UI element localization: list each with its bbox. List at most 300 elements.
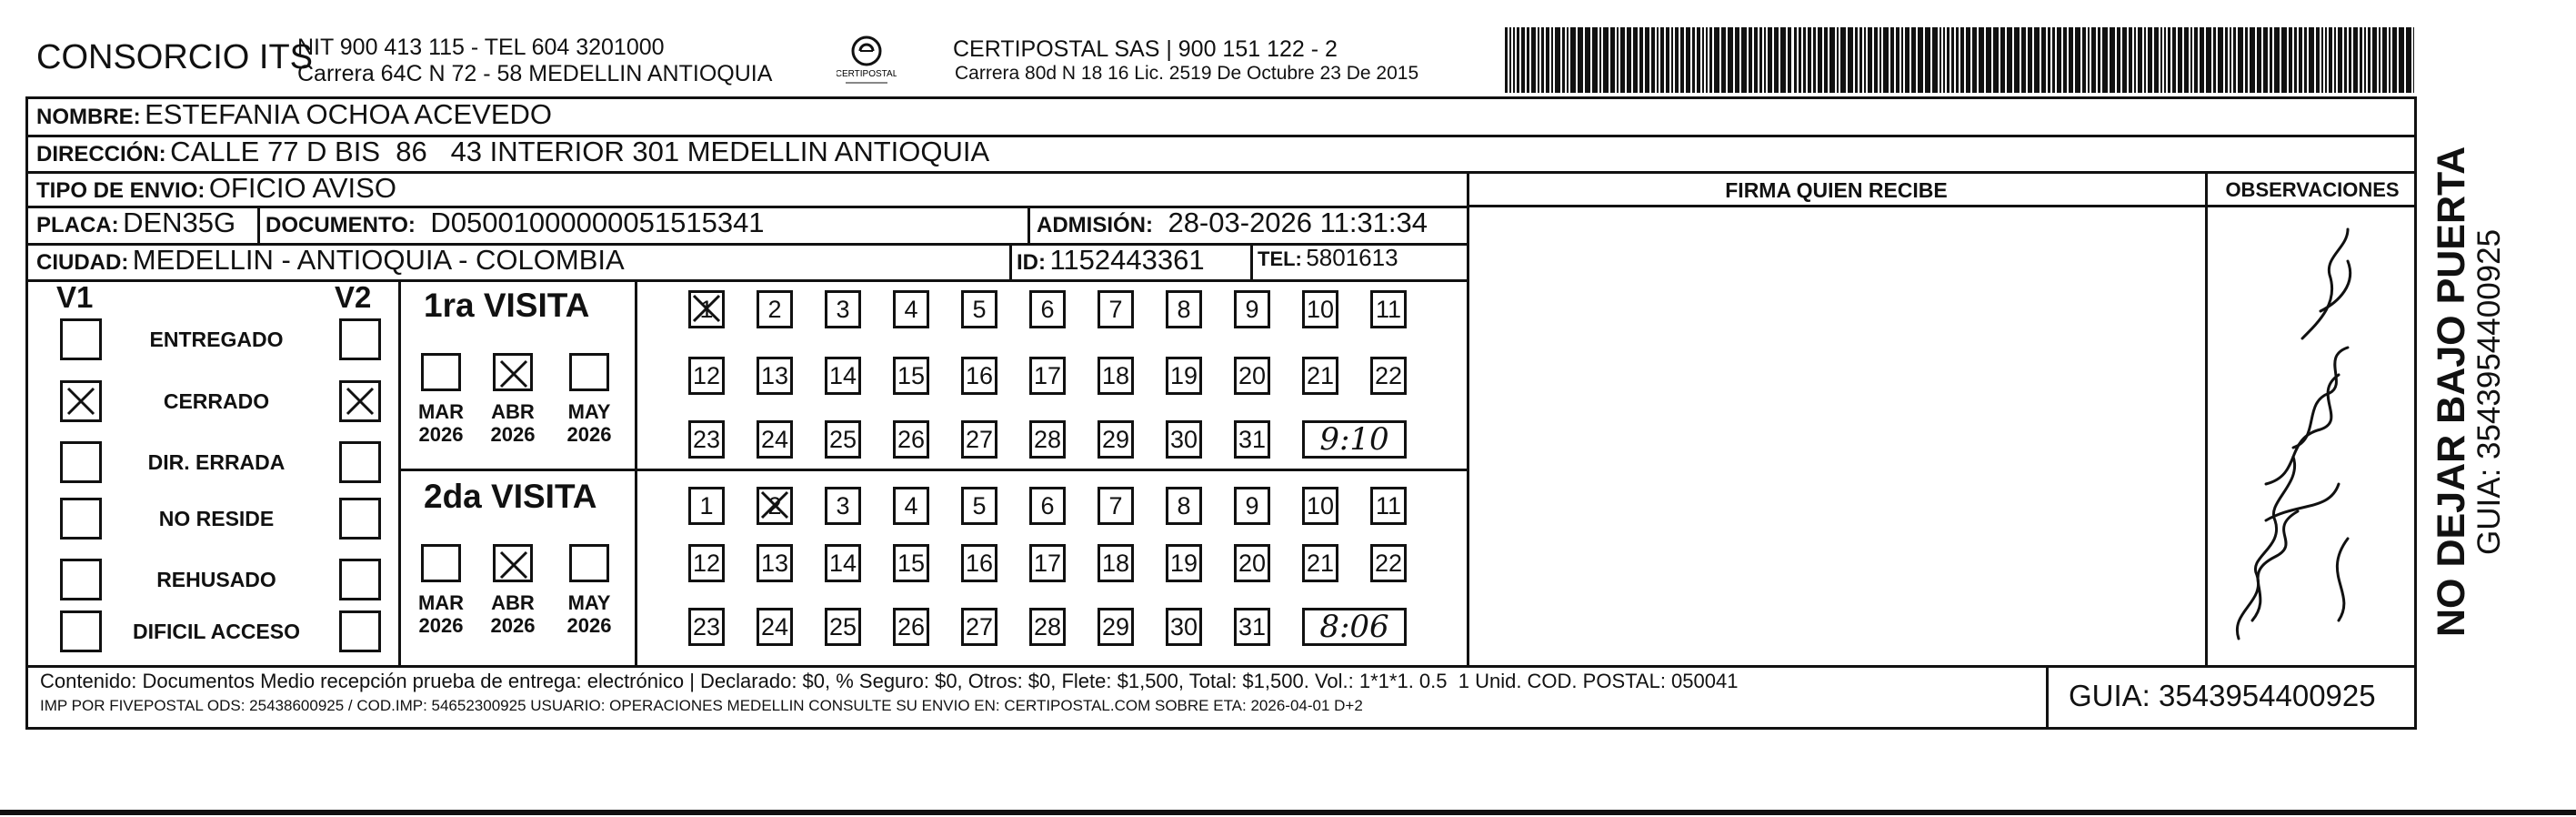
id-label: ID: [1017, 250, 1046, 275]
barcode-bar [2382, 27, 2387, 93]
day-box[interactable] [1029, 290, 1066, 328]
tel-label: TEL: [1258, 247, 1302, 270]
barcode-bar [1993, 27, 1999, 93]
day-number: 8 [1177, 491, 1191, 519]
day-box[interactable] [688, 420, 725, 459]
barcode-bar [1768, 27, 1772, 93]
day-box[interactable] [1234, 487, 1270, 525]
v2-checkbox[interactable] [339, 318, 381, 360]
barcode-bar [2329, 27, 2332, 93]
day-box[interactable] [1302, 487, 1338, 525]
day-number: 10 [1306, 295, 1335, 323]
barcode-bar [2245, 27, 2248, 93]
handwritten-time: 8:06 [1319, 609, 1389, 645]
barcode-bar [2257, 27, 2261, 93]
day-number: 23 [692, 612, 721, 640]
day-box[interactable] [757, 357, 793, 395]
barcode-bar [1911, 27, 1916, 93]
month-label [558, 591, 620, 637]
barcode-bar [1896, 27, 1899, 93]
barcode-bar [2028, 27, 2032, 93]
barcode-bar [2368, 27, 2371, 93]
barcode-bar [1788, 27, 1791, 93]
barcode-bar [1986, 27, 1991, 93]
day-box[interactable] [825, 544, 861, 582]
day-number: 18 [1101, 549, 1130, 577]
barcode-bar [1868, 27, 1872, 93]
day-box[interactable] [1234, 608, 1270, 646]
placa-label: PLACA: [36, 213, 119, 237]
barcode [1505, 27, 2414, 93]
courier-name: CERTIPOSTAL SAS | 900 151 122 - 2 [953, 36, 1338, 62]
barcode-bar [2230, 27, 2231, 93]
day-box[interactable] [1370, 357, 1407, 395]
day-number: 9 [1245, 491, 1259, 519]
barcode-bar [1818, 27, 1822, 93]
day-number: 28 [1033, 425, 1062, 453]
barcode-bar [2321, 27, 2323, 93]
barcode-bar [1570, 27, 1576, 93]
barcode-bar [1599, 27, 1601, 93]
v1-header: V1 [56, 280, 94, 314]
barcode-bar [2088, 27, 2090, 93]
first-visit-title: 1ra VISITA [424, 287, 590, 324]
barcode-bar [2000, 27, 2005, 93]
day-box[interactable] [1370, 290, 1407, 328]
barcode-bar [2364, 27, 2366, 93]
day-box[interactable] [961, 608, 997, 646]
barcode-bar [2349, 27, 2351, 93]
v1-checkbox[interactable] [60, 610, 102, 652]
barcode-bar [1956, 27, 1959, 93]
day-number: 1 [699, 491, 714, 519]
day-box[interactable] [1098, 420, 1134, 459]
barcode-bar [1639, 27, 1643, 93]
barcode-bar [1813, 27, 1816, 93]
barcode-bar [2304, 27, 2307, 93]
day-number: 24 [760, 612, 789, 640]
firma-area [1469, 207, 2204, 664]
barcode-bar [2213, 27, 2216, 93]
company-address: Carrera 64C N 72 - 58 MEDELLIN ANTIOQUIA [297, 61, 773, 86]
barcode-bar [2164, 27, 2166, 93]
day-number: 14 [828, 361, 857, 389]
barcode-bar [1651, 27, 1655, 93]
day-number: 21 [1306, 361, 1335, 389]
side-warning: NO DEJAR BAJO PUERTA [2430, 146, 2473, 637]
day-number: 29 [1101, 425, 1130, 453]
barcode-bar [1721, 27, 1726, 93]
day-number: 5 [972, 295, 987, 323]
v2-header: V2 [335, 280, 372, 314]
documento-field [266, 207, 765, 239]
day-box[interactable] [825, 608, 861, 646]
placa-field [36, 207, 236, 239]
day-box[interactable] [1098, 487, 1134, 525]
barcode-bar [2194, 27, 2198, 93]
day-number: 8 [1177, 295, 1191, 323]
day-box[interactable] [688, 544, 725, 582]
day-box[interactable] [825, 487, 861, 525]
day-box[interactable] [757, 608, 793, 646]
v1-checkbox[interactable] [60, 380, 102, 422]
day-box[interactable] [757, 290, 793, 328]
v1-checkbox[interactable] [60, 441, 102, 483]
month-checkbox[interactable] [569, 353, 609, 391]
day-number: 26 [897, 612, 926, 640]
barcode-bar [1749, 27, 1752, 93]
barcode-bar [1538, 27, 1539, 93]
barcode-bar [1735, 27, 1739, 93]
day-number: 7 [1108, 295, 1123, 323]
barcode-bar [1666, 27, 1669, 93]
day-box[interactable] [1029, 357, 1066, 395]
barcode-bar [2075, 27, 2080, 93]
day-box[interactable] [961, 544, 997, 582]
day-box[interactable] [1166, 487, 1202, 525]
barcode-bar [1972, 27, 1977, 93]
day-number: 25 [828, 612, 857, 640]
month-checkbox[interactable] [421, 353, 461, 391]
v1-checkbox[interactable] [60, 498, 102, 540]
barcode-bar [1901, 27, 1903, 93]
month-year: 2026 [566, 423, 612, 446]
barcode-bar [1709, 27, 1712, 93]
barcode-bar [1837, 27, 1839, 93]
barcode-bar [1741, 27, 1747, 93]
barcode-bar [2148, 27, 2152, 93]
barcode-bar [2014, 27, 2020, 93]
barcode-bar [1803, 27, 1806, 93]
day-number: 30 [1169, 425, 1198, 453]
day-box[interactable] [688, 357, 725, 395]
v2-checkbox[interactable] [339, 441, 381, 483]
admision-value: 28-03-2026 11:31:34 [1168, 207, 1428, 238]
nombre-label: NOMBRE: [36, 105, 141, 129]
barcode-bar [1943, 27, 1945, 93]
day-box[interactable] [893, 544, 929, 582]
barcode-bar [1692, 27, 1695, 93]
month-label [482, 400, 544, 446]
day-box[interactable] [1098, 290, 1134, 328]
barcode-bar [2021, 27, 2026, 93]
day-box[interactable] [1029, 608, 1066, 646]
barcode-bar [1925, 27, 1930, 93]
day-box[interactable] [1029, 544, 1066, 582]
barcode-bar [1675, 27, 1679, 93]
barcode-bar [2200, 27, 2204, 93]
day-box[interactable] [1166, 357, 1202, 395]
day-number: 31 [1238, 612, 1267, 640]
observaciones-label: OBSERVACIONES [2225, 178, 2400, 201]
barcode-bar [1657, 27, 1659, 93]
barcode-bar [1759, 27, 1762, 93]
day-box[interactable] [1302, 290, 1338, 328]
barcode-bar [1620, 27, 1625, 93]
day-box[interactable] [961, 487, 997, 525]
day-number: 27 [965, 612, 994, 640]
month-year: 2026 [490, 423, 536, 446]
barcode-bar [1951, 27, 1954, 93]
status-label: DIR. ERRADA [147, 450, 286, 474]
month-checkbox[interactable] [493, 353, 533, 391]
barcode-bar [2098, 27, 2100, 93]
barcode-bar [2270, 27, 2272, 93]
day-box[interactable] [893, 487, 929, 525]
day-box[interactable] [1302, 357, 1338, 395]
ciudad-field [36, 244, 625, 277]
status-label: ENTREGADO [149, 328, 284, 351]
day-box[interactable] [1098, 608, 1134, 646]
month-label [410, 400, 472, 446]
barcode-bar [1505, 27, 1508, 93]
barcode-bar [2082, 27, 2086, 93]
barcode-bar [1874, 27, 1878, 93]
day-box[interactable] [1098, 544, 1134, 582]
logo-text: CERTIPOSTAL [837, 69, 897, 79]
day-number: 14 [828, 549, 857, 577]
day-box[interactable] [825, 420, 861, 459]
barcode-bar [2389, 27, 2391, 93]
day-number: 19 [1169, 549, 1198, 577]
day-box[interactable] [1098, 357, 1134, 395]
barcode-bar [1592, 27, 1598, 93]
day-box[interactable] [1029, 487, 1066, 525]
barcode-bar [2263, 27, 2268, 93]
barcode-bar [2274, 27, 2280, 93]
ciudad-label: CIUDAD: [36, 250, 129, 275]
day-box[interactable] [893, 608, 929, 646]
barcode-bar [2316, 27, 2320, 93]
day-number: 12 [692, 549, 721, 577]
barcode-bar [1521, 27, 1525, 93]
barcode-bar [2406, 27, 2411, 93]
barcode-bar [1774, 27, 1779, 93]
barcode-bar [2360, 27, 2362, 93]
courier-address: Carrera 80d N 18 16 Lic. 2519 De Octubre 23 De 2015 [955, 63, 1419, 84]
barcode-bar [2122, 27, 2127, 93]
month-year: 2026 [418, 614, 464, 637]
day-number: 22 [1374, 549, 1403, 577]
barcode-bar [1509, 27, 1511, 93]
day-box[interactable] [1166, 608, 1202, 646]
barcode-bar [1714, 27, 1719, 93]
day-box[interactable] [757, 420, 793, 459]
barcode-bar [1918, 27, 1923, 93]
day-box[interactable] [1234, 420, 1270, 459]
day-number: 31 [1238, 425, 1267, 453]
v2-checkbox[interactable] [339, 498, 381, 540]
barcode-bar [1697, 27, 1700, 93]
time-box[interactable] [1302, 420, 1407, 459]
tipo-row [36, 172, 396, 205]
second-visit-title: 2da VISITA [424, 478, 597, 515]
v1-checkbox[interactable] [60, 318, 102, 360]
barcode-bar [1960, 27, 1964, 93]
day-box[interactable] [893, 420, 929, 459]
day-number: 5 [972, 491, 987, 519]
v1-checkbox[interactable] [60, 559, 102, 600]
day-box[interactable] [961, 290, 997, 328]
month-label [558, 400, 620, 446]
barcode-bar [1555, 27, 1560, 93]
barcode-bar [1513, 27, 1515, 93]
day-box[interactable] [757, 544, 793, 582]
day-number: 9 [1245, 295, 1259, 323]
barcode-bar [1610, 27, 1615, 93]
footer-guia-value: 3543954400925 [2159, 679, 2376, 712]
barcode-bar [2091, 27, 2096, 93]
barcode-bar [1541, 27, 1544, 93]
day-box[interactable] [688, 608, 725, 646]
day-box[interactable] [1370, 487, 1407, 525]
tipo-value: OFICIO AVISO [208, 172, 396, 204]
day-number: 2 [767, 295, 782, 323]
imp-line: IMP POR FIVEPOSTAL ODS: 25438600925 / COD.IMP: 54652300925 USUARIO: OPERACIONES MEDELLIN CONSULTE SU ENVIO EN: CERTIPOSTAL.COM SOBRE ETA: 2026-04-01 D+2 [40, 697, 1363, 714]
barcode-bar [1527, 27, 1529, 93]
barcode-bar [1905, 27, 1909, 93]
day-box[interactable] [893, 357, 929, 395]
day-number: 23 [692, 425, 721, 453]
barcode-bar [1754, 27, 1758, 93]
day-box[interactable] [1166, 420, 1202, 459]
barcode-bar [1780, 27, 1786, 93]
documento-value: D05001000000051515341 [430, 207, 765, 238]
day-box[interactable] [1166, 544, 1202, 582]
barcode-bar [2102, 27, 2108, 93]
barcode-bar [2206, 27, 2211, 93]
barcode-bar [2168, 27, 2170, 93]
contenido-line: Contenido: Documentos Medio recepción prueba de entrega: electrónico | Declarado: $0, % Seguro: $0, Otros: $0, Flete: $1,500, Total: $1,500. Vol.: 1*1*1. 0.5 1 Unid. COD. POSTAL: 050041 [40, 670, 1739, 692]
month-checkbox[interactable] [421, 544, 461, 582]
month-name: ABR [491, 591, 535, 614]
day-box[interactable] [825, 357, 861, 395]
barcode-bar [1794, 27, 1797, 93]
day-number: 11 [1375, 295, 1402, 323]
barcode-bar [2344, 27, 2347, 93]
barcode-bar [2154, 27, 2159, 93]
barcode-bar [2238, 27, 2243, 93]
month-label [410, 591, 472, 637]
nombre-row [36, 98, 552, 131]
barcode-bar [1947, 27, 1950, 93]
barcode-bar [2309, 27, 2314, 93]
v2-checkbox[interactable] [339, 380, 381, 422]
barcode-bar [2225, 27, 2228, 93]
placa-value: DEN35G [123, 207, 236, 238]
day-box[interactable] [1370, 544, 1407, 582]
day-box[interactable] [1234, 290, 1270, 328]
barcode-bar [2110, 27, 2115, 93]
footer-guia [2069, 679, 2376, 713]
documento-label: DOCUMENTO: [266, 213, 416, 237]
day-number: 6 [1040, 295, 1055, 323]
barcode-bar [2160, 27, 2162, 93]
handwritten-signature [2211, 211, 2411, 662]
barcode-bar [2413, 27, 2414, 93]
month-name: MAR [417, 591, 465, 614]
day-number: 25 [828, 425, 857, 453]
day-number: 20 [1238, 361, 1267, 389]
status-label: CERRADO [163, 389, 270, 413]
day-box[interactable] [1029, 420, 1066, 459]
day-box[interactable] [688, 487, 725, 525]
barcode-bar [2325, 27, 2327, 93]
day-number: 22 [1374, 361, 1403, 389]
day-box[interactable] [757, 487, 793, 525]
time-box[interactable] [1302, 608, 1407, 646]
barcode-bar [2233, 27, 2236, 93]
day-box[interactable] [688, 290, 725, 328]
barcode-bar [1671, 27, 1673, 93]
day-number: 12 [692, 361, 721, 389]
direccion-label: DIRECCIÓN: [36, 142, 166, 166]
status-label: NO RESIDE [158, 507, 275, 530]
day-box[interactable] [1166, 290, 1202, 328]
barcode-bar [1932, 27, 1938, 93]
day-box[interactable] [1234, 357, 1270, 395]
day-box[interactable] [1302, 544, 1338, 582]
direccion-row [36, 136, 989, 168]
barcode-bar [1680, 27, 1684, 93]
day-box[interactable] [1234, 544, 1270, 582]
barcode-bar [1879, 27, 1881, 93]
barcode-bar [2057, 27, 2061, 93]
barcode-bar [2129, 27, 2132, 93]
barcode-bar [2294, 27, 2297, 93]
day-box[interactable] [893, 290, 929, 328]
barcode-bar [2353, 27, 2358, 93]
barcode-bar [1890, 27, 1894, 93]
day-number: 2 [767, 491, 782, 519]
admision-field [1037, 207, 1428, 239]
month-name: MAY [567, 591, 611, 614]
barcode-bar [1864, 27, 1866, 93]
nit-line: NIT 900 413 115 - TEL 604 3201000 [297, 35, 665, 60]
barcode-bar [2007, 27, 2012, 93]
month-checkbox[interactable] [569, 544, 609, 582]
day-number: 27 [965, 425, 994, 453]
month-name: MAR [417, 400, 465, 423]
barcode-bar [1855, 27, 1858, 93]
barcode-bar [2184, 27, 2189, 93]
barcode-bar [1617, 27, 1619, 93]
month-checkbox[interactable] [493, 544, 533, 582]
day-number: 11 [1375, 491, 1402, 519]
barcode-bar [1603, 27, 1609, 93]
day-number: 7 [1108, 491, 1123, 519]
barcode-bar [1517, 27, 1519, 93]
footer-guia-label: GUIA: [2069, 679, 2150, 712]
day-number: 16 [965, 361, 994, 389]
v2-checkbox[interactable] [339, 610, 381, 652]
day-number: 16 [965, 549, 994, 577]
barcode-bar [1728, 27, 1733, 93]
tel-field [1258, 244, 1398, 272]
v2-checkbox[interactable] [339, 559, 381, 600]
barcode-bar [2338, 27, 2342, 93]
barcode-bar [2190, 27, 2192, 93]
day-box[interactable] [961, 357, 997, 395]
id-value: 1152443361 [1049, 244, 1205, 276]
day-box[interactable] [961, 420, 997, 459]
barcode-bar [2048, 27, 2050, 93]
day-number: 17 [1033, 549, 1062, 577]
barcode-bar [2069, 27, 2073, 93]
barcode-bar [1799, 27, 1801, 93]
barcode-bar [2334, 27, 2336, 93]
day-box[interactable] [825, 290, 861, 328]
